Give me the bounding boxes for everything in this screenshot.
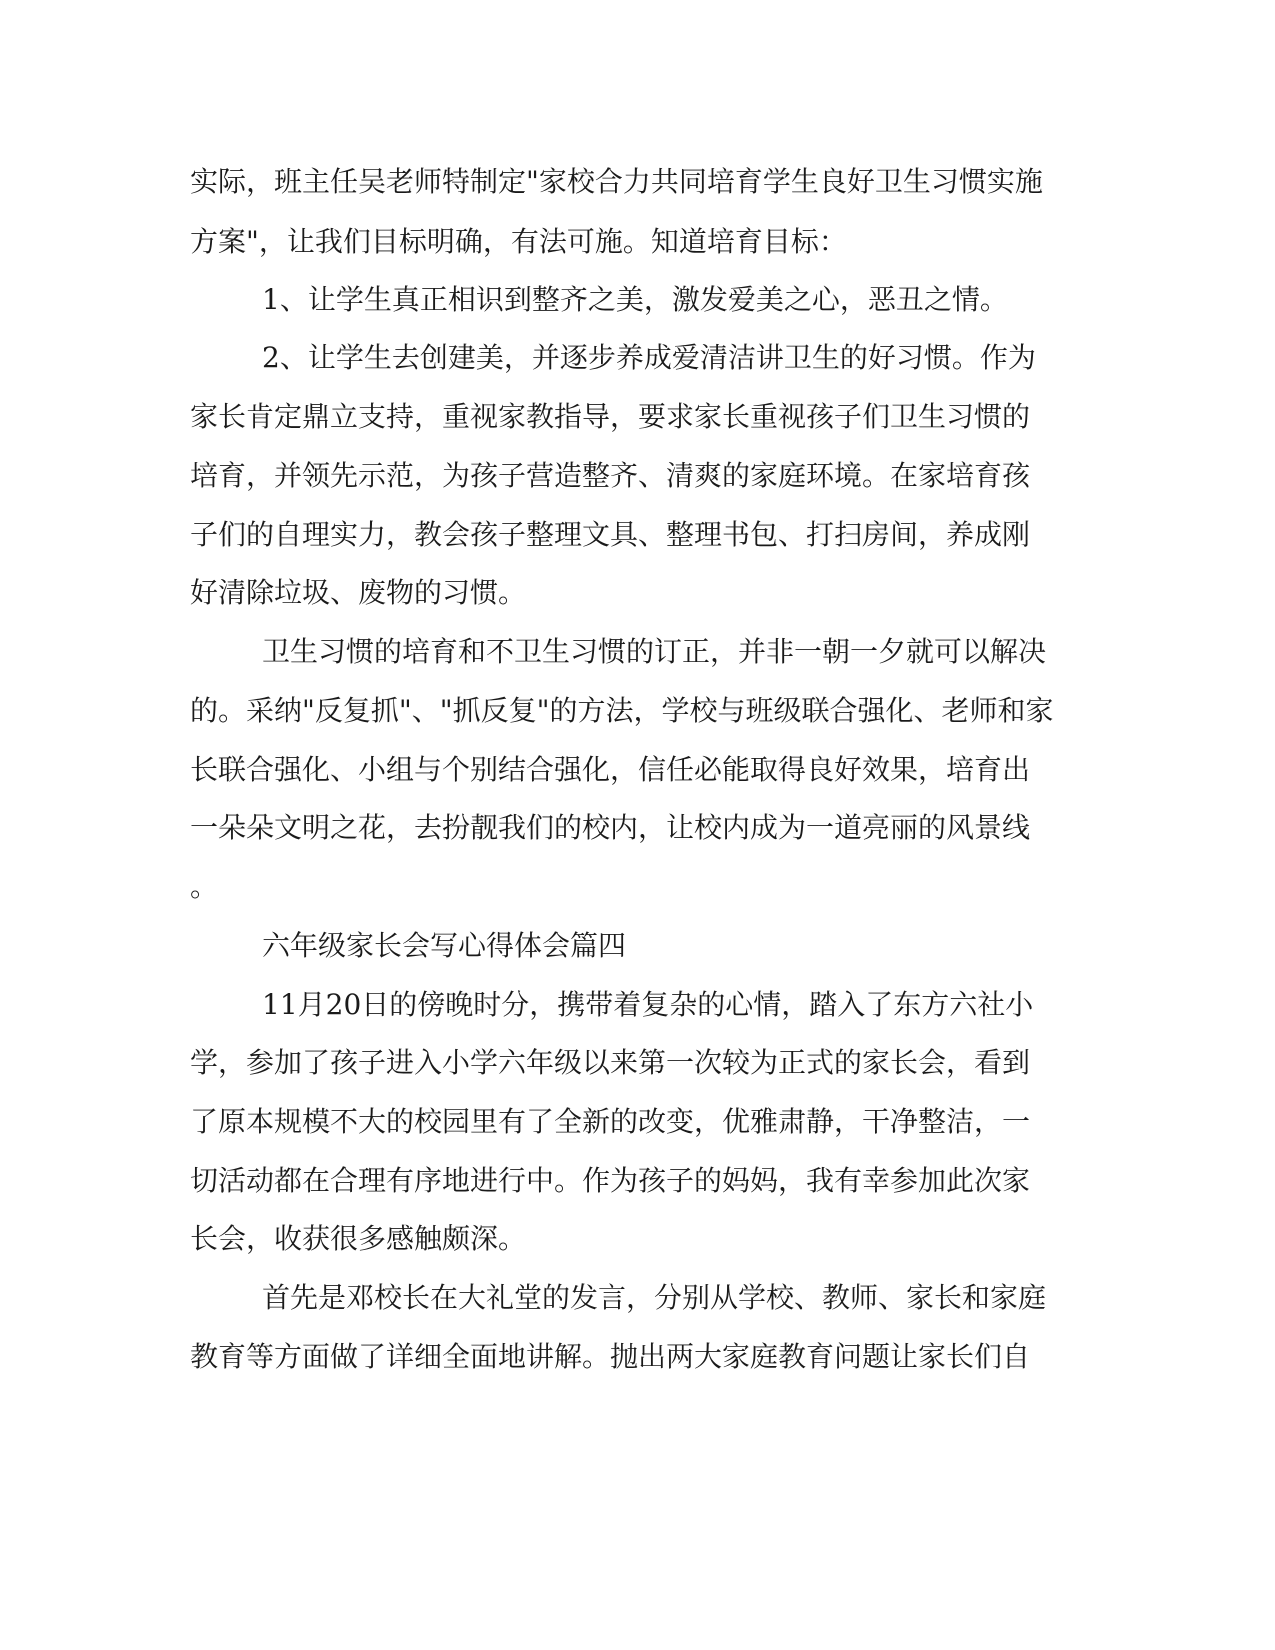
text-line: 卫生习惯的培育和不卫生习惯的订正，并非一朝一夕就可以解决: [262, 635, 1047, 668]
text-line: 1、让学生真正相识到整齐之美，激发爱美之心，恶丑之情。: [262, 283, 1008, 316]
text-line: 2、让学生去创建美，并逐步养成爱清洁讲卫生的好习惯。作为: [262, 341, 1036, 374]
text-line: 子们的自理实力，教会孩子整理文具、整理书包、打扫房间，养成刚: [190, 518, 1031, 551]
text-line: 一朵朵文明之花，去扮靓我们的校内，让校内成为一道亮丽的风景线: [190, 811, 1031, 844]
text-line: 的。采纳"反复抓"、"抓反复"的方法，学校与班级联合强化、老师和家: [190, 694, 1054, 727]
text-line: 首先是邓校长在大礼堂的发言，分别从学校、教师、家长和家庭: [262, 1281, 1047, 1314]
text-line: 。: [190, 870, 219, 903]
text-line: 实际，班主任吴老师特制定"家校合力共同培育学生良好卫生习惯实施: [190, 165, 1043, 198]
text-line: 11月20日的傍晚时分，携带着复杂的心情，踏入了东方六社小: [262, 988, 1034, 1021]
text-line: 好清除垃圾、废物的习惯。: [190, 576, 527, 609]
text-line: 教育等方面做了详细全面地讲解。抛出两大家庭教育问题让家长们自: [190, 1340, 1031, 1373]
text-line: 培育，并领先示范，为孩子营造整齐、清爽的家庭环境。在家培育孩: [190, 459, 1031, 492]
text-line: 家长肯定鼎立支持，重视家教指导，要求家长重视孩子们卫生习惯的: [190, 400, 1031, 433]
text-line: 切活动都在合理有序地进行中。作为孩子的妈妈，我有幸参加此次家: [190, 1164, 1031, 1197]
text-line: 了原本规模不大的校园里有了全新的改变，优雅肃静，干净整洁，一: [190, 1105, 1031, 1138]
text-line: 长联合强化、小组与个别结合强化，信任必能取得良好效果，培育出: [190, 753, 1031, 786]
text-line: 方案"，让我们目标明确，有法可施。知道培育目标：: [190, 225, 847, 258]
section-heading: 六年级家长会写心得体会篇四: [262, 929, 627, 962]
text-line: 学，参加了孩子进入小学六年级以来第一次较为正式的家长会，看到: [190, 1046, 1031, 1079]
text-line: 长会，收获很多感触颇深。: [190, 1222, 527, 1255]
